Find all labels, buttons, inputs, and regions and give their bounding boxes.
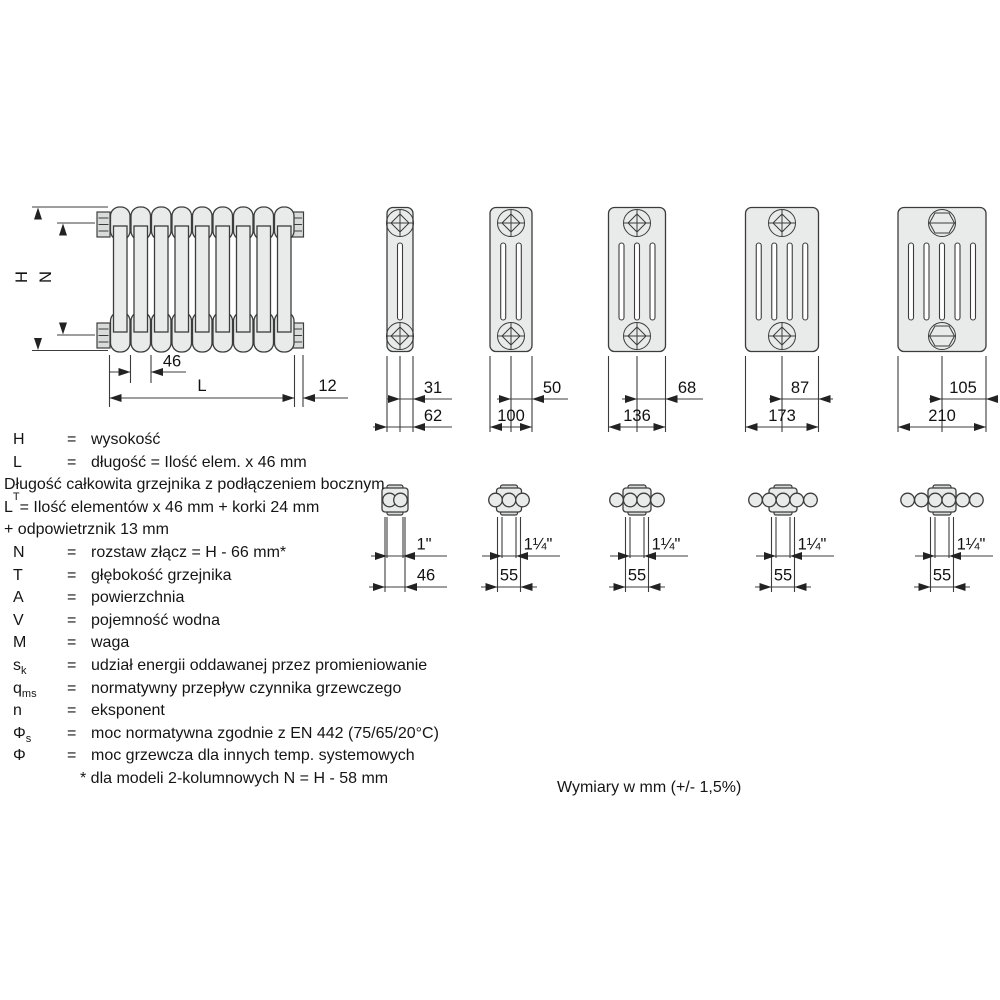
tube-icon bbox=[749, 493, 763, 507]
section-view-4col bbox=[609, 208, 704, 433]
depth-value: 173 bbox=[768, 407, 796, 425]
plug-port-icon bbox=[498, 210, 525, 237]
dim-length-L bbox=[110, 377, 295, 402]
legend-row: N = rozstaw złącz = H - 66 mm* bbox=[13, 543, 287, 561]
plug-port-icon bbox=[769, 323, 796, 350]
tube-icon bbox=[637, 493, 651, 507]
plug-port-icon bbox=[498, 323, 525, 350]
legend-row: $q_{ms}$ = normatywny przepływ czynnika grzewczego bbox=[13, 679, 402, 700]
legend-row: H = wysokość bbox=[13, 431, 161, 448]
thread-size-value: 1¼" bbox=[956, 535, 986, 554]
legend-row: Długość całkowita grzejnika z podłączeniem bocznym bbox=[4, 476, 385, 494]
tube-icon bbox=[970, 493, 984, 507]
plug-port-icon bbox=[624, 210, 651, 237]
legend-row: V = pojemność wodna bbox=[13, 611, 220, 629]
section-view-6col bbox=[898, 208, 998, 433]
legend-footnote: * dla modeli 2-kolumnowych N = H - 58 mm bbox=[80, 769, 389, 787]
dim-end-allowance bbox=[303, 377, 348, 402]
thread-size-value: 1" bbox=[416, 535, 432, 554]
legend bbox=[4, 429, 589, 791]
tube-icon bbox=[942, 493, 956, 507]
connection-nipple-icon bbox=[97, 212, 110, 237]
depth-value: 62 bbox=[423, 407, 443, 425]
tube-icon bbox=[651, 493, 665, 507]
width-value: 55 bbox=[627, 566, 647, 585]
top-view-6col bbox=[901, 485, 993, 592]
legend-row: $s_k$ = udział energii oddawanej przez promieniowanie bbox=[13, 656, 428, 678]
length-label: L bbox=[197, 377, 207, 395]
section-view-5col bbox=[746, 208, 834, 433]
legend-row: L T = Ilość elementów x 46 mm + korki 24 mm bbox=[4, 490, 320, 516]
end-allowance-value: 12 bbox=[318, 377, 337, 395]
thread-size-value: 1¼" bbox=[651, 535, 681, 554]
width-value: 46 bbox=[416, 566, 436, 585]
width-value: 55 bbox=[932, 566, 952, 585]
legend-row: Φ = moc grzewcza dla innych temp. systemowych bbox=[13, 747, 415, 765]
connection-nipple-icon bbox=[97, 323, 110, 348]
legend-row: $\Phi_s$ = moc normatywna zgodnie z EN 442 (75/65/20°C) bbox=[13, 724, 439, 745]
top-view-5col bbox=[749, 485, 834, 592]
half-depth-value: 68 bbox=[677, 379, 697, 397]
height-label: H bbox=[13, 271, 31, 283]
tube-icon bbox=[915, 493, 929, 507]
dimensions-note: Wymiary w mm (+/- 1,5%) bbox=[557, 779, 742, 796]
dim-pitch-N bbox=[37, 223, 95, 335]
depth-value: 100 bbox=[497, 407, 525, 425]
legend-row: + odpowietrznik 13 mm bbox=[4, 521, 169, 539]
plug-port-icon bbox=[387, 210, 414, 237]
tube-icon bbox=[776, 493, 790, 507]
element-width-value: 46 bbox=[162, 352, 182, 371]
tube-icon bbox=[790, 493, 804, 507]
tube-icon bbox=[623, 493, 637, 507]
plug-port-icon bbox=[387, 323, 414, 350]
legend-row: T = głębokość grzejnika bbox=[13, 566, 232, 584]
width-value: 55 bbox=[773, 566, 793, 585]
tube-icon bbox=[928, 493, 942, 507]
plug-port-icon bbox=[624, 323, 651, 350]
legend-row: n = eksponent bbox=[13, 702, 165, 720]
tube-icon bbox=[762, 493, 776, 507]
half-depth-value: 87 bbox=[790, 379, 810, 397]
width-value: 55 bbox=[499, 566, 519, 585]
tube-icon bbox=[956, 493, 970, 507]
top-view-4col bbox=[609, 485, 688, 592]
pitch-label: N bbox=[37, 271, 55, 283]
plug-port-icon bbox=[769, 210, 796, 237]
depth-value: 136 bbox=[623, 407, 651, 425]
tube-icon bbox=[804, 493, 818, 507]
legend-row: M = waga bbox=[13, 634, 130, 652]
thread-size-value: 1¼" bbox=[523, 535, 553, 554]
tube-icon bbox=[901, 493, 915, 507]
section-view-3col bbox=[490, 208, 568, 433]
thread-size-value: 1¼" bbox=[797, 535, 827, 554]
legend-row: A = powierzchnia bbox=[13, 589, 185, 607]
half-depth-value: 31 bbox=[423, 379, 443, 397]
section-view-2col bbox=[373, 208, 452, 433]
half-depth-value: 50 bbox=[542, 379, 562, 397]
tube-icon bbox=[610, 493, 624, 507]
radiator-front-view bbox=[97, 207, 304, 352]
half-depth-value: 105 bbox=[949, 379, 977, 397]
legend-row: L = długość = Ilość elem. x 46 mm bbox=[13, 453, 307, 471]
dim-height-H bbox=[13, 207, 108, 351]
depth-value: 210 bbox=[928, 407, 956, 425]
